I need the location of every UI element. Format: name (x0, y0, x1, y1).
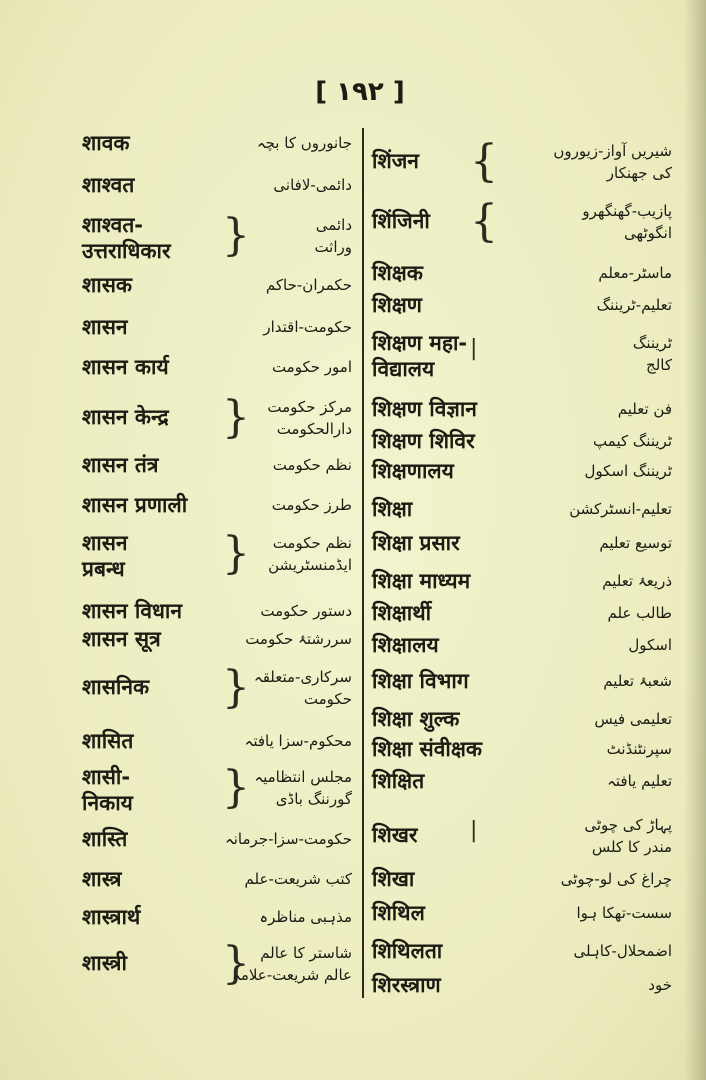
definition-urdu: فن تعلیم (617, 400, 672, 418)
definition-urdu: سررشتۂ حکومت (245, 630, 352, 648)
headword-hindi: शिथिल (372, 901, 425, 925)
headword-hindi: शिक्षार्थी (372, 601, 432, 625)
definition-urdu: ایڈمنسٹریشن (268, 556, 352, 574)
definition-urdu: ماسٹر-معلم (598, 264, 672, 282)
headword-hindi: शास्त्री (82, 951, 127, 975)
headword-hindi: शाश्वत (82, 173, 135, 197)
headword-hindi: शिंजन (372, 149, 419, 173)
headword-hindi: शासी- (82, 765, 131, 789)
definition-urdu: چراغ کی لو-چوٹی (560, 870, 672, 888)
definition-urdu: دائمی (315, 216, 352, 234)
definition-urdu: ٹریننگ کیمپ (593, 432, 672, 450)
headword-hindi: शाश्वत- (82, 213, 144, 237)
headword-hindi: प्रबन्ध (82, 557, 125, 581)
headword-hindi: शिक्षण (372, 293, 422, 317)
headword-hindi: शिक्षा शुल्क (372, 707, 460, 731)
definition-urdu: سست-تھکا ہوا (576, 904, 672, 922)
headword-hindi: शिरस्त्राण (372, 973, 441, 997)
brace-icon: { (470, 136, 498, 187)
definition-urdu: وراثت (314, 238, 352, 256)
headword-hindi: शासन तंत्र (82, 453, 159, 477)
headword-hindi: शिथिलता (372, 939, 443, 963)
headword-hindi: शावक (82, 131, 130, 155)
definition-urdu: سپرنٹنڈنٹ (606, 740, 672, 758)
brace-icon: } (222, 938, 250, 989)
definition-urdu: سرکاری-متعلقہ (253, 668, 352, 686)
headword-hindi: निकाय (82, 791, 133, 815)
definition-urdu: امور حکومت (271, 358, 352, 376)
definition-urdu: پازیب-گھنگھرو (582, 202, 672, 220)
definition-urdu: تعلیم یافتہ (607, 772, 672, 790)
column-divider (362, 128, 364, 998)
headword-hindi: शिक्षण विज्ञान (372, 397, 477, 421)
definition-urdu: طالب علم (607, 604, 672, 622)
headword-hindi: शिक्षण शिविर (372, 429, 475, 453)
definition-urdu: توسیع تعلیم (599, 534, 672, 552)
definition-urdu: مندر کا کلس (591, 838, 672, 856)
definition-urdu: تعلیمی فیس (594, 710, 672, 728)
headword-hindi: शासित (82, 729, 134, 753)
headword-hindi: शासक (82, 273, 133, 297)
definition-urdu: ٹریننگ اسکول (584, 462, 672, 480)
headword-hindi: शिखा (372, 867, 415, 891)
brace-icon: } (222, 662, 250, 713)
definition-urdu: اسکول (628, 636, 672, 654)
headword-hindi: शिंजिनी (372, 209, 430, 233)
definition-urdu: گورننگ باڈی (275, 790, 352, 808)
definition-urdu: پہاڑ کی چوٹی (584, 816, 672, 834)
headword-hindi: शासन कार्य (82, 355, 169, 379)
definition-urdu: حکمران-حاکم (265, 276, 352, 294)
definition-urdu: انگوٹھی (624, 224, 672, 242)
headword-hindi: शिक्षा प्रसार (372, 531, 460, 555)
definition-urdu: شاستر کا عالم (260, 944, 352, 962)
definition-urdu: حکومت-اقتدار (263, 318, 352, 336)
headword-hindi: शासन सूत्र (82, 627, 161, 651)
page-number: [ ۱۹۲ ] (315, 77, 405, 107)
definition-urdu: عالم شریعت-علامہ (232, 966, 352, 984)
definition-urdu: ذریعۂ تعلیم (602, 572, 672, 590)
definition-urdu: دائمی-لافانی (273, 176, 352, 194)
headword-hindi: शास्त्र (82, 867, 122, 891)
headword-hindi: शासन (82, 315, 128, 339)
headword-hindi: शिक्षा संवीक्षक (372, 737, 483, 761)
headword-hindi: शासन केन्द्र (82, 405, 169, 429)
definition-urdu: مرکز حکومت (267, 398, 352, 416)
definition-urdu: حکومت-سزا-جرمانہ (224, 830, 352, 848)
headword-hindi: शिक्षित (372, 769, 425, 793)
headword-hindi: विद्यालय (372, 357, 435, 381)
definition-urdu: کی جھنکار (606, 164, 672, 182)
headword-hindi: शिखर (372, 823, 418, 847)
brace-icon: } (222, 528, 250, 579)
definition-urdu: دارالحکومت (276, 420, 352, 438)
definition-urdu: حکومت (303, 690, 352, 708)
definition-urdu: تعلیم-ٹریننگ (596, 296, 672, 314)
headword-hindi: शास्ति (82, 827, 128, 851)
definition-urdu: کالج (646, 356, 672, 374)
headword-hindi: शासन विधान (82, 599, 183, 623)
definition-urdu: ٹریننگ (632, 334, 672, 352)
definition-urdu: مجلس انتظامیہ (254, 768, 352, 786)
definition-urdu: طرز حکومت (271, 496, 352, 514)
headword-hindi: शिक्षक (372, 261, 423, 285)
headword-hindi: शास्त्रार्थ (82, 905, 141, 929)
definition-urdu: کتب شریعت-علم (244, 870, 352, 888)
brace-icon: } (222, 210, 250, 261)
definition-urdu: مذہبی مناظرہ (259, 908, 352, 926)
headword-hindi: शिक्षालय (372, 633, 439, 657)
headword-hindi: उत्तराधिकार (82, 239, 171, 263)
headword-hindi: शासन प्रणाली (82, 493, 188, 517)
headword-hindi: शिक्षा विभाग (372, 669, 469, 693)
definition-urdu: محکوم-سزا یافتہ (244, 732, 352, 750)
headword-hindi: शिक्षण महा- (372, 331, 468, 355)
brace-icon: | (470, 818, 478, 843)
page-edge-shadow (684, 0, 706, 1080)
definition-urdu: خود (648, 976, 672, 994)
brace-icon: } (222, 392, 250, 443)
definition-urdu: تعلیم-انسٹرکشن (569, 500, 672, 518)
definition-urdu: نظم حکومت (272, 534, 352, 552)
headword-hindi: शासन (82, 531, 128, 555)
brace-icon: | (470, 336, 478, 361)
brace-icon: } (222, 762, 250, 813)
headword-hindi: शासनिक (82, 675, 150, 699)
definition-urdu: جانوروں کا بچہ (256, 134, 352, 152)
definition-urdu: شعبۂ تعلیم (603, 672, 672, 690)
definition-urdu: نظم حکومت (272, 456, 352, 474)
headword-hindi: शिक्षा माध्यम (372, 569, 471, 593)
definition-urdu: دستور حکومت (260, 602, 352, 620)
definition-urdu: شیریں آواز-زیوروں (553, 142, 672, 160)
headword-hindi: शिक्षा (372, 497, 413, 521)
headword-hindi: शिक्षणालय (372, 459, 454, 483)
brace-icon: { (470, 196, 498, 247)
definition-urdu: اضمحلال-کاہلی (573, 942, 672, 960)
